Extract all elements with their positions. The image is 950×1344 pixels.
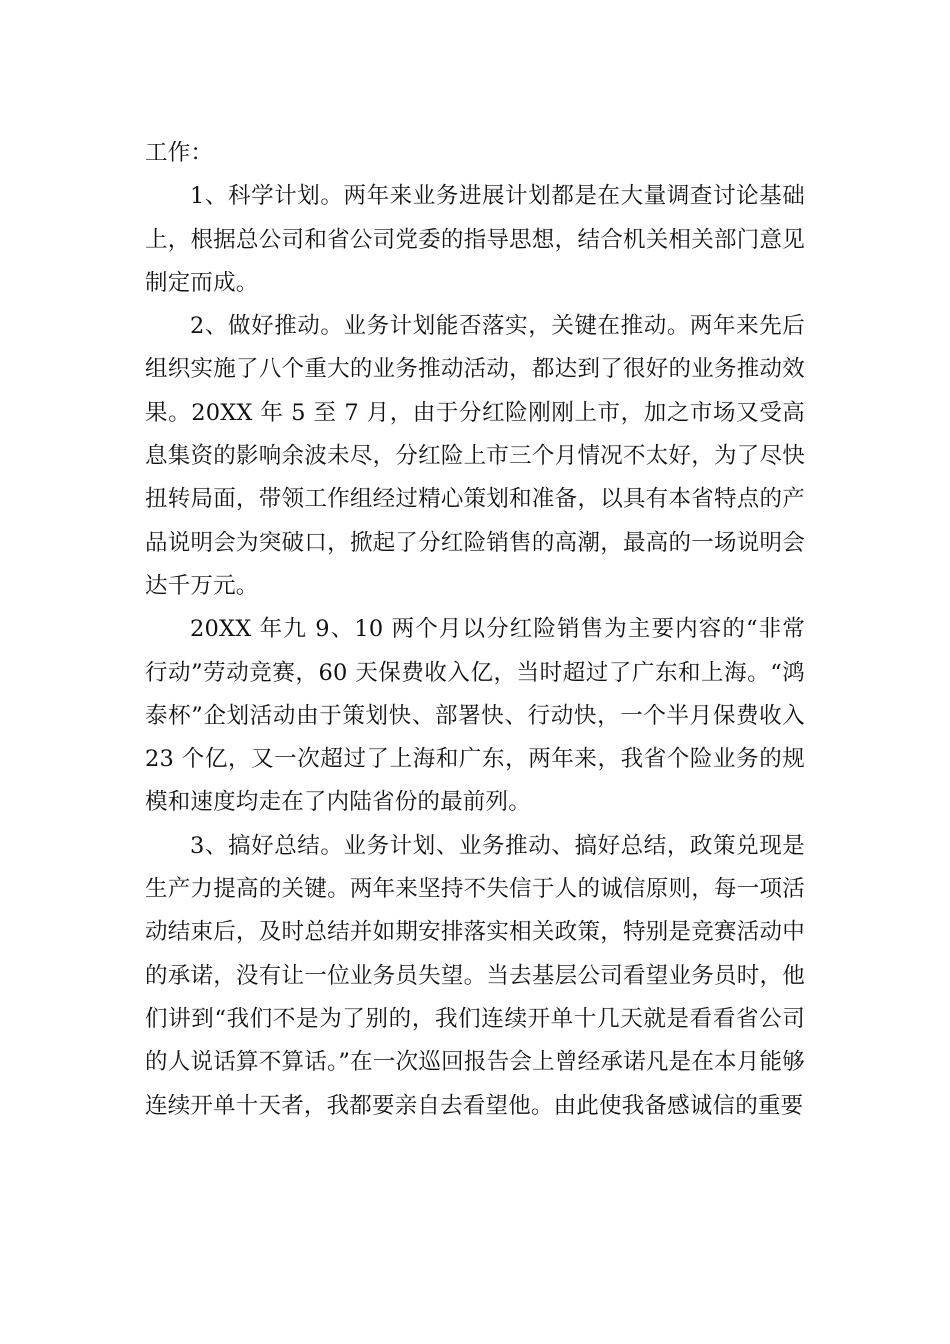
paragraph-scientific-planning: 1、科学计划。两年来业务进展计划都是在大量调查讨论基础上，根据总公司和省公司党委的指导思想，结合机关相关部门意见制定而成。 [145, 183, 805, 296]
paragraph-promotion: 2、做好推动。业务计划能否落实，关键在推动。两年来先后组织实施了八个重大的业务推动活动，都达到了很好的业务推动效果。20XX 年 5 至 7 月，由于分红险刚刚上市，加之市场又受高息集资的影响余波未尽，分红险上市三个月情况不太好，为了尽快扭转局面，带领工作组经过精心策划和准备，以具有本省特点的产品说明会为突破口，掀起了分红险销售的高潮，最高的一场说明会达千万元。 [145, 313, 805, 599]
paragraph-labor-competition: 20XX 年九 9、10 两个月以分红险销售为主要内容的“非常行动”劳动竞赛，60 天保费收入亿，当时超过了广东和上海。“鸿泰杯”企划活动由于策划快、部署快、行动快，一个半月保费收入 23 个亿，又一次超过了上海和广东，两年来，我省个险业务的规模和速度均走在了内陆省份的最前列。 [145, 616, 805, 816]
paragraph-heading-work: 工作： [145, 140, 214, 166]
document-body [145, 132, 805, 1128]
paragraph-summary: 3、搞好总结。业务计划、业务推动、搞好总结，政策兑现是生产力提高的关键。两年来坚持不失信于人的诚信原则，每一项活动结束后，及时总结并如期安排落实相关政策，特别是竞赛活动中的承诺，没有让一位业务员失望。当去基层公司看望业务员时，他们讲到“我们不是为了别的，我们连续开单十几天就是看看省公司的人说话算不算话。”在一次巡回报告会上曾经承诺凡是在本月能够连续开单十天者，我都要亲自去看望他。由此使我备感诚信的重要 [145, 832, 805, 1119]
